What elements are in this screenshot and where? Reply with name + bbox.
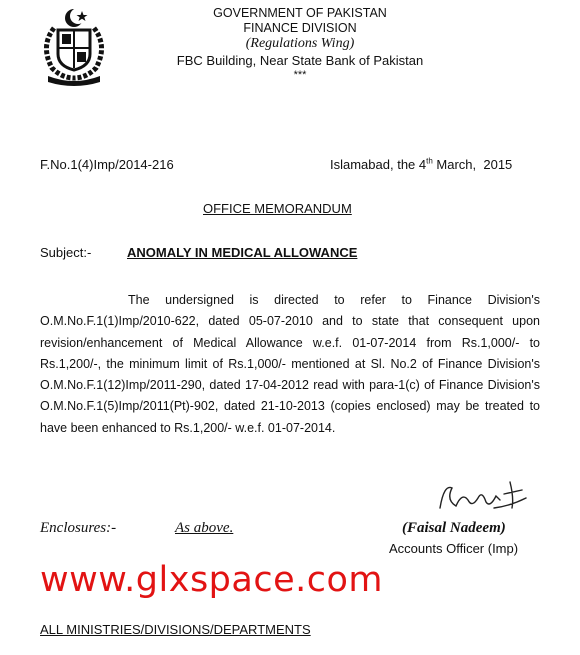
memo-body: The undersigned is directed to refer to Finance Division's O.M.No.F.1(1)Imp/2010-622, dated 05-07-2010 and to state that consequent upon revision/enhancement of Medical Allowance w.e.f. 01-07-2014 from Rs.1,000/- to Rs.1,200/-, the minimum limit of Rs.1,000/- mentioned at Sl. No.2 of Finance Division's O.M.No.F.1(12)Imp/2011-290, dated 17-04-2012 read with para-1(c) of Finance Division's O.M.No.F.1(5)Imp/2011(Pt)-902, dated 21-10-2013 (copies enclosed) may be treated to have been enhanced to Rs.1,200/- w.e.f. 01-07-2014. <box>40 293 540 435</box>
website-watermark: www.glxspace.com <box>40 560 383 600</box>
signatory-designation: Accounts Officer (Imp) <box>389 541 519 556</box>
place-date-suffix: March, 2015 <box>432 157 513 172</box>
subject-label: Subject:- <box>40 245 92 260</box>
distribution-line: ALL MINISTRIES/DIVISIONS/DEPARTMENTS <box>40 622 311 637</box>
signature-graphic <box>430 478 540 518</box>
header-line-government: GOVERNMENT OF PAKISTAN <box>213 6 387 20</box>
signatory-name: (Faisal Nadeem) <box>402 520 506 536</box>
subject-text: ANOMALY IN MEDICAL ALLOWANCE <box>127 245 358 260</box>
header-stars: *** <box>293 69 307 81</box>
memo-title: OFFICE MEMORANDUM <box>203 201 352 216</box>
header-line-division: FINANCE DIVISION <box>243 21 357 35</box>
header-line-wing: (Regulations Wing) <box>245 36 355 51</box>
header-line-address: FBC Building, Near State Bank of Pakistan <box>176 53 424 68</box>
enclosures-label: Enclosures:- <box>40 520 117 536</box>
file-number: F.No.1(4)Imp/2014-216 <box>40 157 174 172</box>
date-superscript: th <box>426 156 433 166</box>
place-date-prefix: Islamabad, the 4 <box>330 157 427 172</box>
place-date <box>330 157 512 172</box>
government-emblem-icon <box>34 6 114 86</box>
enclosures-value: As above. <box>175 520 234 536</box>
